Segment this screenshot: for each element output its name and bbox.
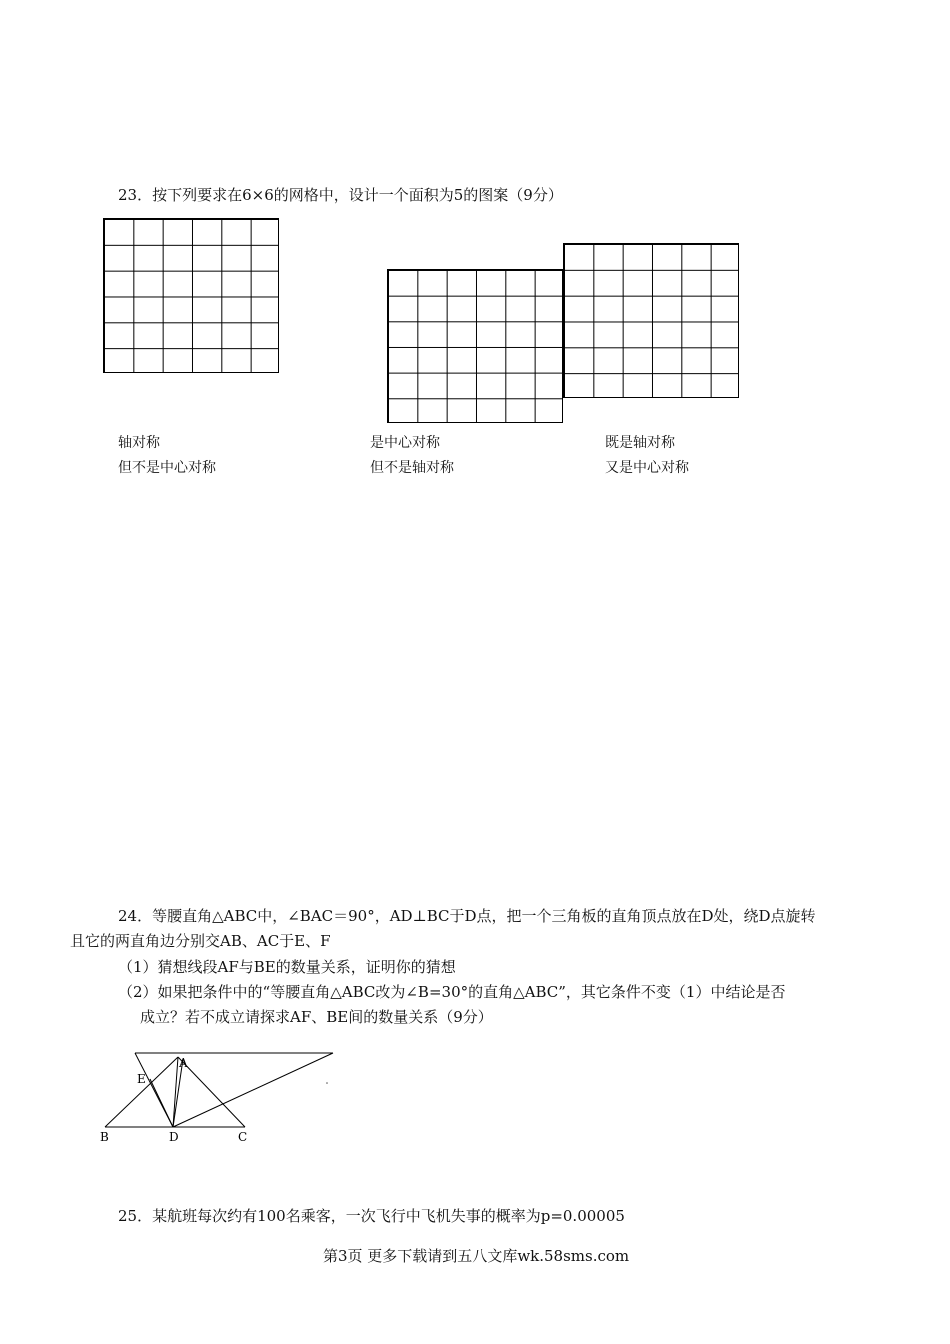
grid-6x6-central — [387, 269, 563, 423]
q23-text: 23．按下列要求在6×6的网格中，设计一个面积为5的图案（9分） — [118, 186, 563, 204]
q24-sub2a: （2）如果把条件中的“等腰直角△ABC改为∠B=30°的直角△ABC”，其它条件不变（1）中结论是否 — [118, 983, 786, 1001]
label-axial-line2: 但不是中心对称 — [118, 460, 216, 476]
q24-sub2b: 成立？若不成立请探求AF、BE间的数量关系（9分） — [140, 1008, 493, 1026]
label-both-line2: 又是中心对称 — [605, 460, 689, 476]
q24-line1: 24．等腰直角△ABC中，∠BAC＝90°，AD⊥BC于D点，把一个三角板的直角顶点放在D处，绕D点旋转 — [118, 907, 816, 925]
segment-D-long — [173, 1053, 333, 1127]
point-label-C: C — [238, 1130, 248, 1144]
triangle-figure — [95, 1045, 345, 1145]
q24-sub1: （1）猜想线段AF与BE的数量关系，证明你的猜想 — [118, 958, 456, 976]
point-label-D: D — [169, 1130, 179, 1144]
label-axial-line1: 轴对称 — [118, 435, 160, 451]
point-label-E: E — [137, 1072, 146, 1086]
point-label-A: A — [179, 1056, 188, 1070]
segment-AD — [173, 1057, 178, 1127]
point-label-B: B — [100, 1130, 109, 1144]
q25-text: 25．某航班每次约有100名乘客，一次飞行中飞机失事的概率为p=0.00005 — [118, 1207, 625, 1225]
q24-line2: 且它的两直角边分别交AB、AC于E、F — [70, 932, 331, 950]
segment-AC — [178, 1057, 245, 1127]
grid-6x6-both — [563, 243, 739, 398]
label-central-line2: 但不是轴对称 — [370, 460, 454, 476]
label-central-line1: 是中心对称 — [370, 435, 440, 451]
label-both-line1: 既是轴对称 — [605, 435, 675, 451]
tiny-dot — [326, 1082, 328, 1084]
page-footer: 第3页 更多下载请到五八文库wk.58sms.com — [323, 1247, 630, 1265]
segment-DE — [150, 1079, 173, 1127]
grid-6x6-axial — [103, 218, 279, 373]
